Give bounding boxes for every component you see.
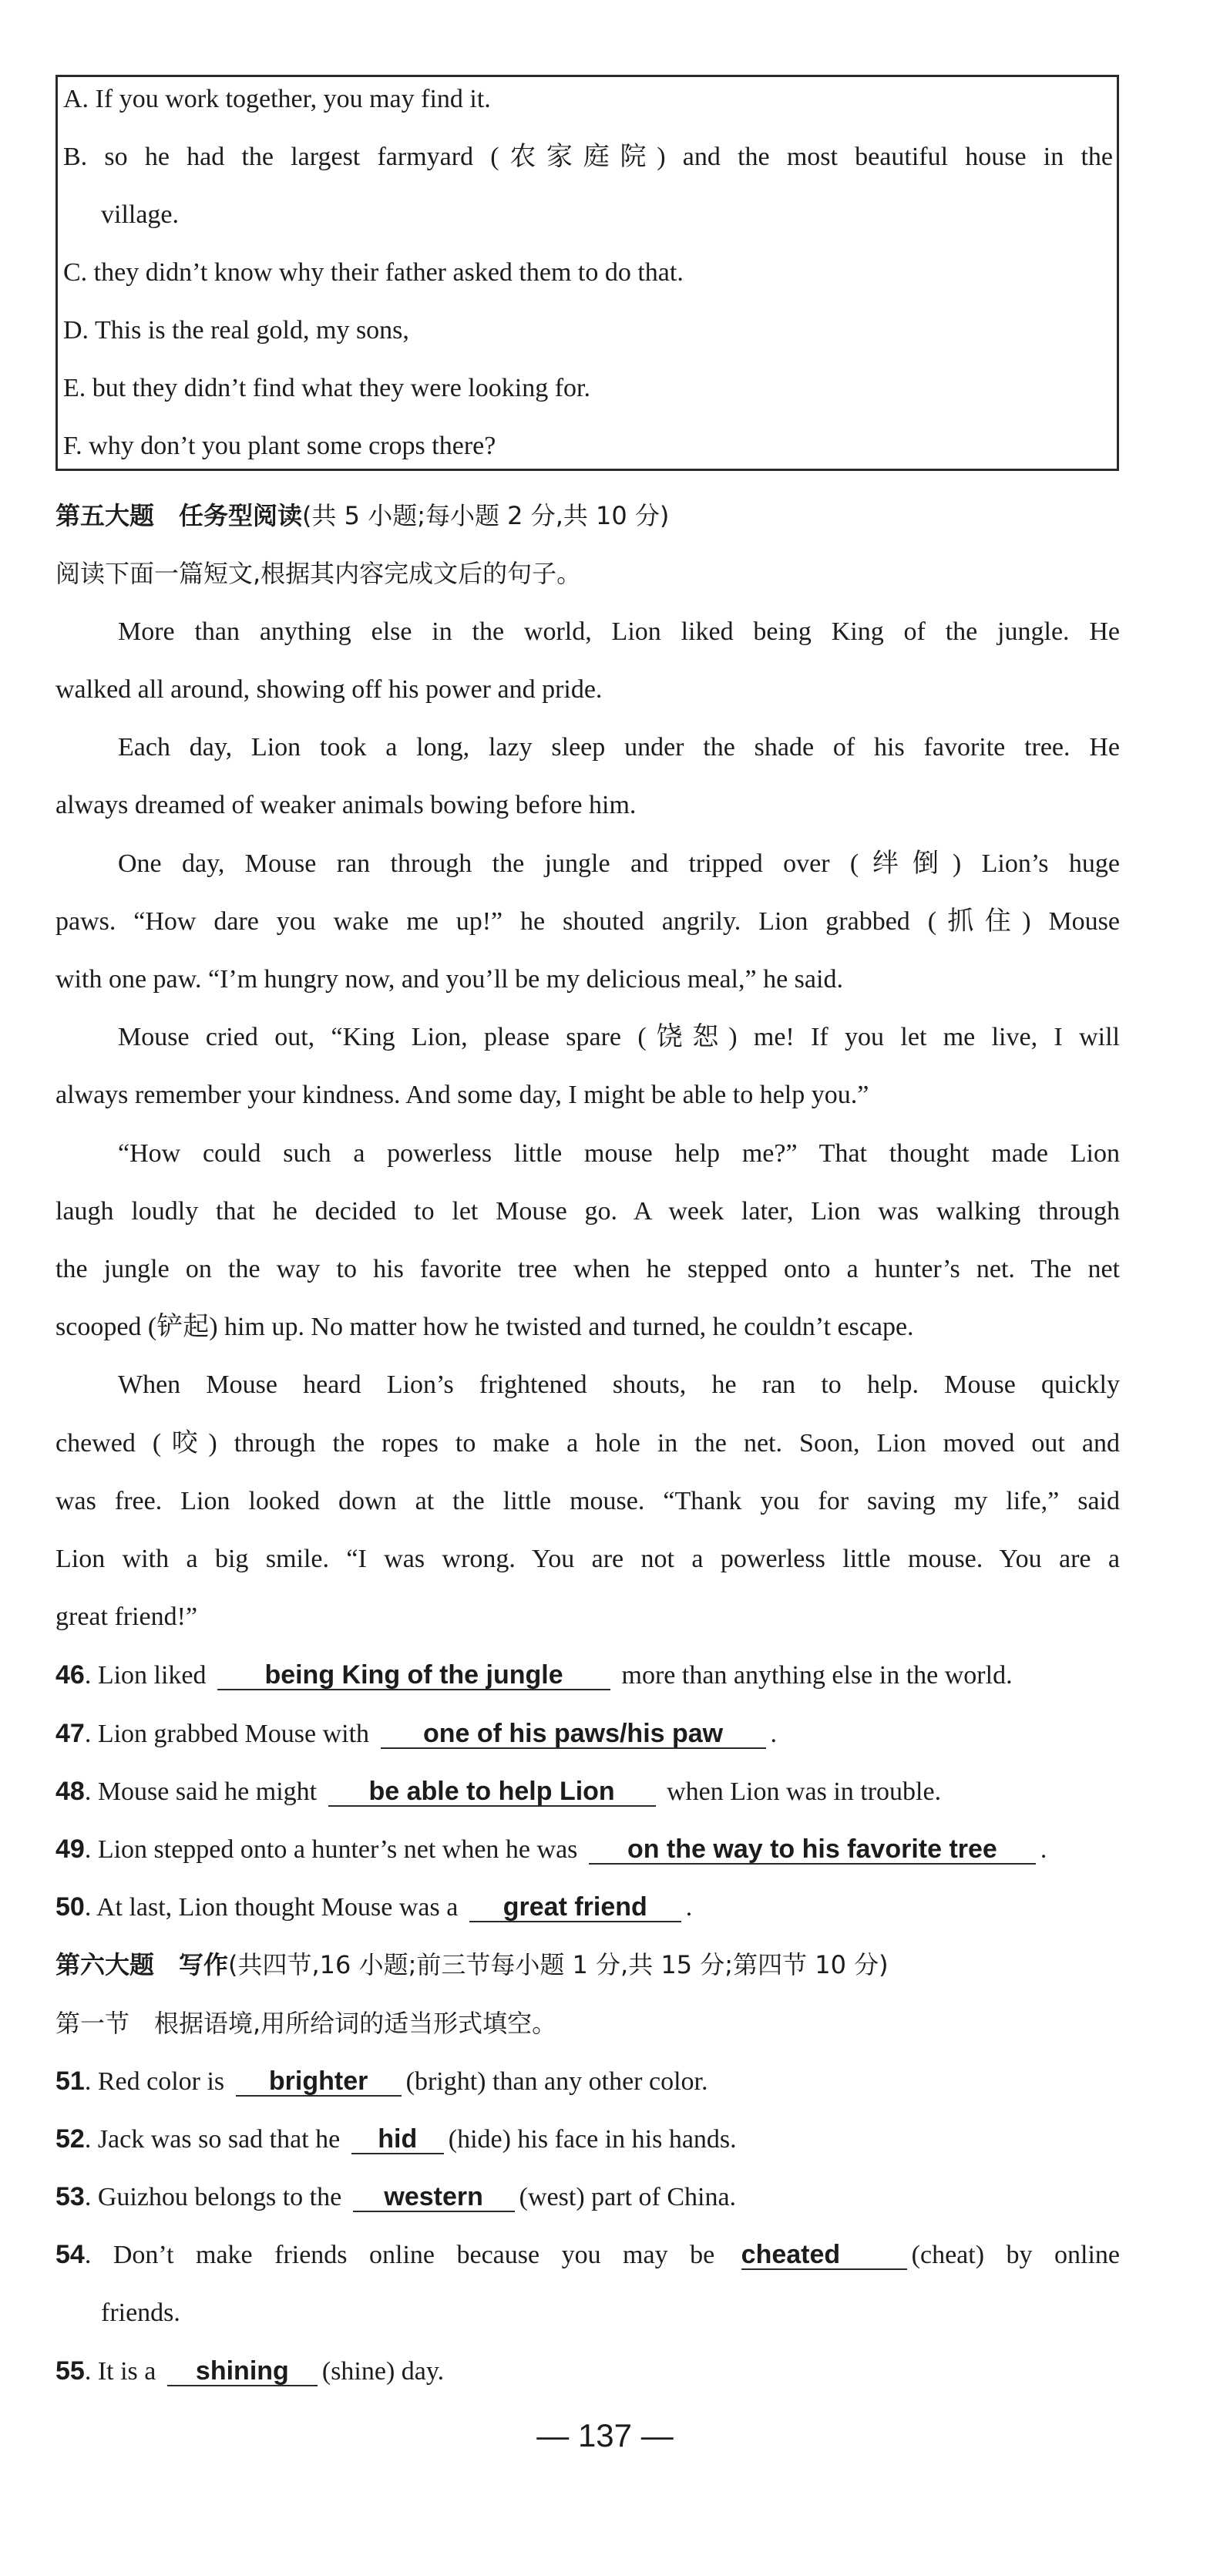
question-number: 49 (55, 1834, 85, 1864)
passage-line: Lion with a big smile. “I was wrong. You are not a powerless little mouse. You are a (55, 1545, 1120, 1573)
answer-blank: western (353, 2183, 515, 2212)
question-text: . (1040, 1835, 1047, 1864)
question-48 (55, 1776, 941, 1808)
question-text: . (770, 1720, 778, 1748)
question-text: (shine) day. (321, 2357, 445, 2386)
answer-blank: shining (167, 2357, 318, 2386)
question-number: 47 (55, 1719, 85, 1748)
question-54-cont: friends. (101, 2299, 180, 2327)
question-text: . Jack was so sad that he (84, 2125, 341, 2154)
question-text: . (685, 1893, 693, 1922)
passage-line: Each day, Lion took a long, lazy sleep under the shade of his favorite tree. He (118, 733, 1120, 762)
option-f: F. why don’t you plant some crops there? (63, 432, 496, 460)
passage-line: was free. Lion looked down at the little mouse. “Thank you for saving my life,” said (55, 1487, 1120, 1515)
question-text: . Lion stepped onto a hunter’s net when he was (84, 1835, 578, 1864)
passage-line: One day, Mouse ran through the jungle and tripped over (绊倒) Lion’s huge (118, 849, 1120, 878)
question-47 (55, 1718, 777, 1750)
section5-heading-row (55, 500, 669, 532)
passage-line: chewed (咬) through the ropes to make a hole in the net. Soon, Lion moved out and (55, 1429, 1120, 1458)
passage-line: “How could such a powerless little mouse help me?” That thought made Lion (118, 1139, 1120, 1168)
question-text: . Lion liked (84, 1661, 207, 1690)
question-text: (cheat) by online (911, 2241, 1120, 2269)
question-text: . Lion grabbed Mouse with (84, 1720, 370, 1748)
question-number: 50 (55, 1892, 85, 1922)
passage-line: scooped (铲起) him up. No matter how he twisted and turned, he couldn’t escape. (55, 1313, 914, 1341)
passage-line: always remember your kindness. And some day, I might be able to help you.” (55, 1081, 869, 1109)
question-46 (55, 1660, 1013, 1691)
question-number: 51 (55, 2067, 85, 2096)
option-a: A. If you work together, you may find it. (63, 85, 491, 113)
question-number: 54 (55, 2240, 85, 2269)
passage-line: the jungle on the way to his favorite tree when he stepped onto a hunter’s net. The net (55, 1255, 1120, 1283)
answer-blank: great friend (469, 1893, 681, 1922)
question-text: when Lion was in trouble. (667, 1777, 942, 1806)
question-number: 53 (55, 2182, 85, 2211)
question-number: 52 (55, 2124, 85, 2154)
option-d: D. This is the real gold, my sons, (63, 316, 409, 345)
option-b-cont: village. (101, 200, 180, 229)
passage-line: Mouse cried out, “King Lion, please spare (饶恕) me! If you let me live, I will (118, 1023, 1120, 1051)
section5-heading: 第五大题 任务型阅读 (55, 501, 303, 530)
question-text: . Don’t make friends online because you may be (84, 2241, 715, 2269)
page-number: — 137 — (536, 2417, 674, 2453)
passage-line: with one paw. “I’m hungry now, and you’ll be my delicious meal,” he said. (55, 965, 843, 994)
answer-blank: hid (351, 2125, 444, 2154)
option-c: C. they didn’t know why their father asked them to do that. (63, 258, 684, 287)
option-e: E. but they didn’t find what they were looking for. (63, 374, 590, 402)
passage-line: great friend!” (55, 1602, 198, 1631)
section6-part1-instruction: 第一节 根据语境,用所给词的适当形式填空。 (55, 2009, 557, 2038)
question-55 (55, 2356, 444, 2387)
question-text: . Red color is (84, 2067, 225, 2096)
passage-line: When Mouse heard Lion’s frightened shouts, he ran to help. Mouse quickly (118, 1370, 1120, 1399)
question-text: (bright) than any other color. (405, 2067, 708, 2096)
section5-instruction: 阅读下面一篇短文,根据其内容完成文后的句子。 (55, 559, 582, 588)
passage-line: laugh loudly that he decided to let Mouse go. A week later, Lion was walking through (55, 1197, 1120, 1226)
passage-line: always dreamed of weaker animals bowing before him. (55, 791, 637, 819)
question-52 (55, 2124, 737, 2155)
section5-heading-note: (共 5 小题;每小题 2 分,共 10 分) (302, 501, 670, 530)
question-text: more than anything else in the world. (621, 1661, 1013, 1690)
question-text: . At last, Lion thought Mouse was a (84, 1893, 459, 1922)
question-number: 46 (55, 1660, 85, 1690)
question-text: . Guizhou belongs to the (84, 2183, 342, 2211)
question-text: (west) part of China. (519, 2183, 737, 2211)
question-53 (55, 2181, 736, 2213)
question-51 (55, 2066, 708, 2097)
question-49 (55, 1834, 1047, 1865)
question-text: . It is a (84, 2357, 156, 2386)
answer-blank: being King of the jungle (217, 1661, 610, 1690)
section6-heading: 第六大题 写作 (55, 1950, 229, 1979)
question-number: 55 (55, 2356, 85, 2386)
question-50 (55, 1892, 692, 1923)
answer-blank: one of his paws/his paw (381, 1720, 766, 1749)
answer-blank: cheated (741, 2241, 907, 2270)
answer-blank: on the way to his favorite tree (589, 1835, 1036, 1865)
section6-heading-note: (共四节,16 小题;前三节每小题 1 分,共 15 分;第四节 10 分) (228, 1950, 889, 1979)
answer-blank: brighter (236, 2067, 402, 2097)
passage-line: walked all around, showing off his power and pride. (55, 675, 603, 704)
question-text: (hide) his face in his hands. (448, 2125, 737, 2154)
question-number: 48 (55, 1777, 85, 1806)
passage-line: paws. “How dare you wake me up!” he shouted angrily. Lion grabbed (抓住) Mouse (55, 907, 1120, 936)
answer-blank: be able to help Lion (328, 1777, 656, 1807)
option-b: B. so he had the largest farmyard (农家庭院) and the most beautiful house in the (63, 143, 1113, 171)
passage-line: More than anything else in the world, Lion liked being King of the jungle. He (118, 617, 1120, 646)
question-text: . Mouse said he might (84, 1777, 318, 1806)
question-54 (55, 2239, 1120, 2271)
section6-heading-row (55, 1949, 889, 1981)
